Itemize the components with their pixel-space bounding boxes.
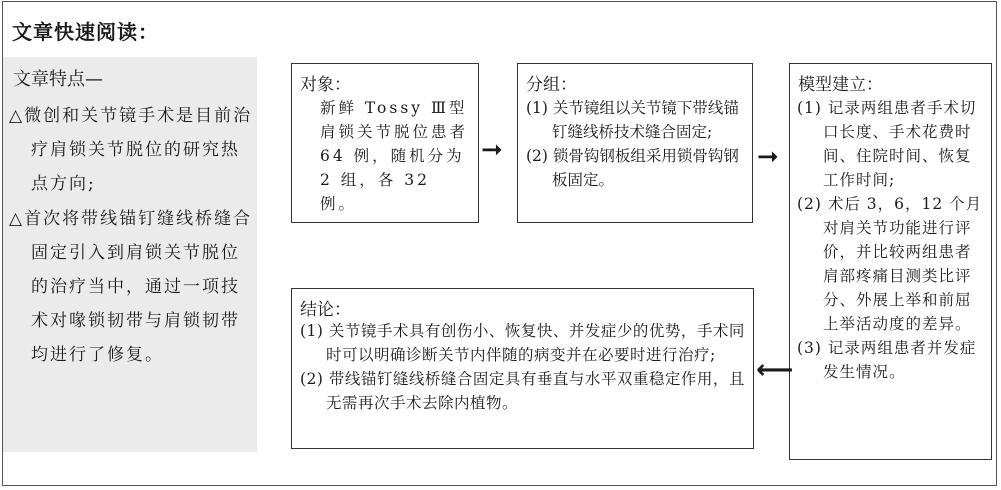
grouping-list xyxy=(526,96,748,192)
model-item-1: (1) 记录两组患者手术切口长度、手术花费时间、住院时间、恢复工作时间; xyxy=(797,99,977,189)
grouping-heading: 分组： xyxy=(526,75,577,95)
grouping-item-2: (2) 锁骨钩钢板组采用锁骨钩钢板固定。 xyxy=(526,147,739,189)
object-text: 新鲜 Tossy Ⅲ型肩锁关节脱位患者 64 例，随机分为 2 组，各 32 例。 xyxy=(320,99,469,213)
model-box xyxy=(789,63,992,460)
model-list xyxy=(797,96,987,384)
conclusion-list xyxy=(300,319,748,415)
conclusion-item-1: (1) 关节镜手术具有创伤小、恢复快、并发症少的优势，手术同时可以明确诊断关节内伴随的病变并在必要时进行治疗; xyxy=(300,322,745,364)
model-heading: 模型建立： xyxy=(798,75,883,95)
grouping-box xyxy=(517,63,753,223)
features-panel xyxy=(3,57,257,452)
arrow-left-icon: ⟵ xyxy=(756,355,794,385)
arrow-right-icon: ➞ xyxy=(481,135,503,165)
model-item-2: (2) 术后 3，6，12 个月对肩关节功能进行评价，并比较两组患者肩部疼痛目测类比评分、外展上举和前屈上举活动度的差异。 xyxy=(797,195,983,333)
features-heading: 文章特点— xyxy=(13,69,103,90)
model-item-3: (3) 记录两组患者并发症发生情况。 xyxy=(797,339,977,381)
feature-item-2: △首次将带线锚钉缝线桥缝合固定引入到肩锁关节脱位的治疗当中，通过一项技术对喙锁韧带与肩锁韧带均进行了修复。 xyxy=(9,209,253,365)
conclusion-item-2: (2) 带线锚钉缝线桥缝合固定具有垂直与水平双重稳定作用，且无需再次手术去除内植物。 xyxy=(300,370,745,412)
page-title: 文章快速阅读： xyxy=(12,20,159,44)
arrow-right-icon-2: ➞ xyxy=(757,142,779,172)
feature-item-1: △微创和关节镜手术是目前治疗肩锁关节脱位的研究热点方向; xyxy=(9,106,253,194)
grouping-item-1: (1) 关节镜组以关节镜下带线锚钉缝线桥技术缝合固定; xyxy=(526,99,739,141)
conclusion-box xyxy=(291,288,754,449)
object-heading: 对象： xyxy=(300,75,351,95)
conclusion-heading: 结论： xyxy=(300,300,351,320)
object-box xyxy=(291,63,479,223)
